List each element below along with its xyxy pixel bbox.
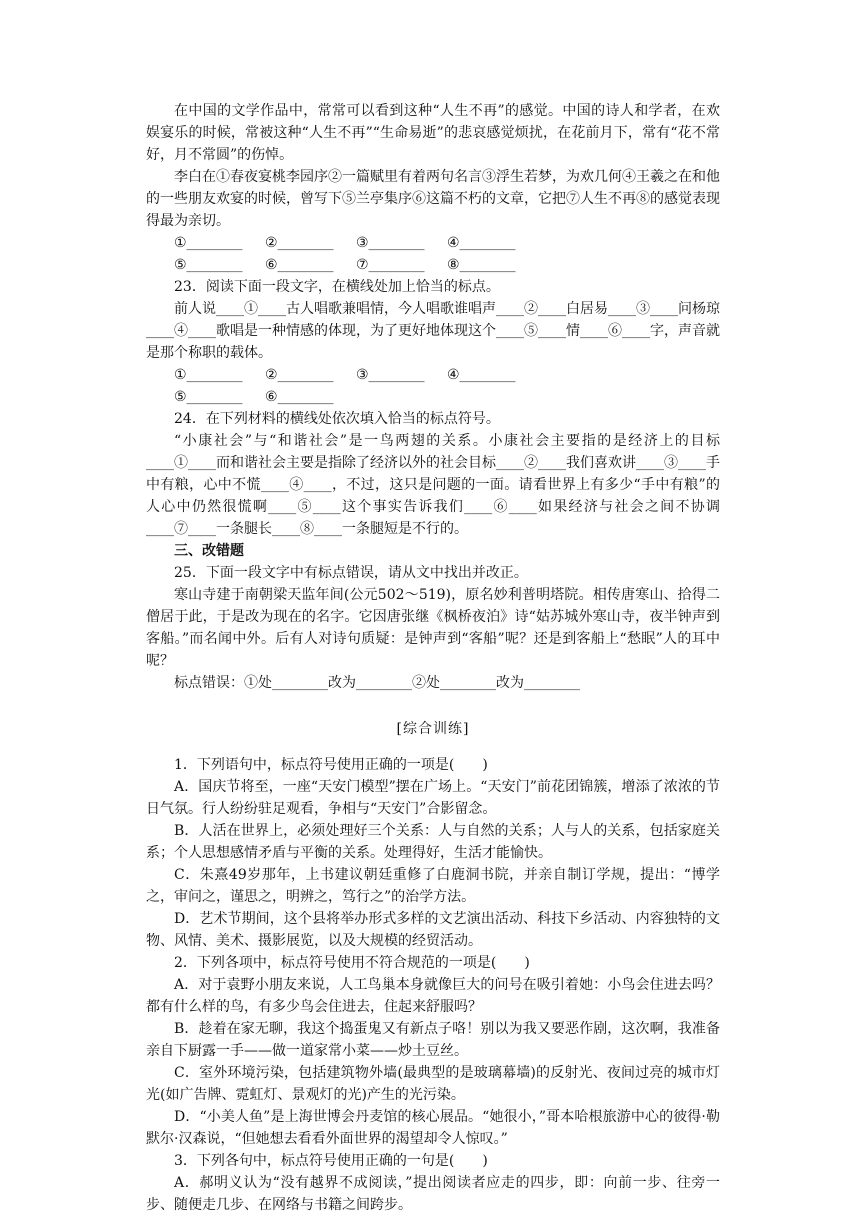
q23-body: 前人说____①____古人唱歌兼唱情，今人唱歌谁唱声____②____白居易____③____问杨琼____④____歌唱是一种情感的体现，为了更好地体现这个____⑤____情____⑥____字，声音就是那个称职的载体。 [146, 301, 720, 361]
answer-blank[interactable]: ④________ [447, 235, 516, 251]
question-item: 2．下列各项中，标点符号使用不符合规范的一项是( ) [174, 955, 530, 971]
question-item: 1．下列语句中，标点符号使用正确的一项是( ) [174, 757, 488, 773]
option-item: C．室外环境污染，包括建筑物外墙(最典型的是玻璃幕墙)的反射光、夜间过亮的城市灯光(如广告牌、霓虹灯、景观灯的光)产生的光污染。 [146, 1065, 720, 1103]
answer-blank[interactable]: ⑤________ [174, 389, 243, 405]
answer-blank[interactable]: ①________ [174, 235, 243, 251]
answer-blank[interactable]: ⑧________ [447, 257, 516, 273]
answer-blank[interactable]: ⑥________ [265, 389, 334, 405]
q25-body: 寒山寺建于南朝梁天监年间(公元502～519)，原名妙利普明塔院。相传唐寒山、拾得二僧居于此，于是改为现在的名字。它因唐张继《枫桥夜泊》诗“姑苏城外寒山寺，夜半钟声到客船。”而名闻中外。后有人对诗句质疑：是钟声到“客船”呢？还是到客船上“愁眠”人的耳中呢？ [146, 587, 720, 669]
option-item: D．“小美人鱼”是上海世博会丹麦馆的核心展品。“她很小，”哥本哈根旅游中心的彼得·勒默尔·汉森说，“但她想去看看外面世界的渴望却令人惊叹。” [146, 1109, 720, 1147]
answer-blank[interactable]: ③________ [356, 235, 425, 251]
q25-title: 25．下面一段文字中有标点错误，请从文中找出并改正。 [174, 565, 528, 581]
q23-answer-row-2 [146, 386, 720, 408]
answer-blank[interactable]: ②________ [265, 235, 334, 251]
section-title: [综合训练] [396, 721, 470, 737]
answer-blank[interactable]: ⑥________ [265, 257, 334, 273]
q22-answer-row-1 [146, 232, 720, 254]
q22-paragraph-2: 李白在①春夜宴桃李园序②一篇赋里有着两句名言③浮生若梦，为欢几何④王羲之在和他的一些朋友欢宴的时候，曾写下⑤兰亭集序⑥这篇不朽的文章，它把⑦人生不再⑧的感觉表现得最为亲切。 [146, 169, 720, 229]
option-item: B．人活在世界上，必须处理好三个关系：人与自然的关系；人与人的关系，包括家庭关系；个人思想感情矛盾与平衡的关系。处理得好，生活才能愉快。 [146, 823, 720, 861]
option-item: A．国庆节将至，一座“天安门模型”摆在广场上。“天安门”前花团锦簇，增添了浓浓的节日气氛。行人纷纷驻足观看，争相与“天安门”合影留念。 [146, 779, 720, 817]
document-page [146, 100, 720, 1216]
option-item: A．郝明义认为“没有越界不成阅读，”提出阅读者应走的四步，即：向前一步、往旁一步、随便走几步、在网络与书籍之间跨步。 [146, 1175, 720, 1213]
q22-answer-row-2 [146, 254, 720, 276]
q24-body: “小康社会”与“和谐社会”是一鸟两翅的关系。小康社会主要指的是经济上的目标____①____而和谐社会主要是指除了经济以外的社会目标____②____我们喜欢讲____③____手中有粮，心中不慌____④____，不过，这只是问题的一面。请看世界上有多少“手中有粮”的人心中仍然很慌啊____⑤____这个事实告诉我们____⑥____如果经济与社会之间不协调____⑦____一条腿长____⑧____一条腿短是不行的。 [146, 433, 720, 537]
question-item: 3．下列各句中，标点符号使用正确的一句是( ) [174, 1153, 488, 1169]
q25-answer-line[interactable]: 标点错误：①处________改为________②处________改为________ [174, 675, 580, 691]
q22-paragraph-1: 在中国的文学作品中，常常可以看到这种“人生不再”的感觉。中国的诗人和学者，在欢娱宴乐的时候，常被这种“人生不再”“生命易逝”的悲哀感觉烦扰，在花前月下，常有“花不常好，月不常圆”的伤悼。 [146, 103, 720, 163]
answer-blank[interactable]: ⑦________ [356, 257, 425, 273]
option-item: B．趁着在家无聊，我这个捣蛋鬼又有新点子咯！别以为我又要恶作剧，这次啊，我准备亲自下厨露一手——做一道家常小菜——炒土豆丝。 [146, 1021, 720, 1059]
answer-blank[interactable]: ①________ [174, 367, 243, 383]
section-heading: 三、改错题 [174, 543, 244, 559]
answer-blank[interactable]: ⑤________ [174, 257, 243, 273]
answer-blank[interactable]: ②________ [265, 367, 334, 383]
q24-title: 24．在下列材料的横线处依次填入恰当的标点符号。 [174, 411, 500, 427]
q23-answer-row-1 [146, 364, 720, 386]
option-item: D．艺术节期间，这个县将举办形式多样的文艺演出活动、科技下乡活动、内容独特的文物、风情、美术、摄影展览，以及大规模的经贸活动。 [146, 911, 720, 949]
option-item: A．对于袁野小朋友来说，人工鸟巢本身就像巨大的问号在吸引着她：小鸟会住进去吗？都有什么样的鸟，有多少鸟会住进去，住起来舒服吗？ [146, 977, 720, 1015]
q23-title: 23．阅读下面一段文字，在横线处加上恰当的标点。 [174, 279, 500, 295]
answer-blank[interactable]: ④________ [447, 367, 516, 383]
answer-blank[interactable]: ③________ [356, 367, 425, 383]
option-item: C．朱熹49岁那年，上书建议朝廷重修了白鹿洞书院，并亲自制订学规，提出：“博学之，审问之，谨思之，明辨之，笃行之”的治学方法。 [146, 867, 720, 905]
